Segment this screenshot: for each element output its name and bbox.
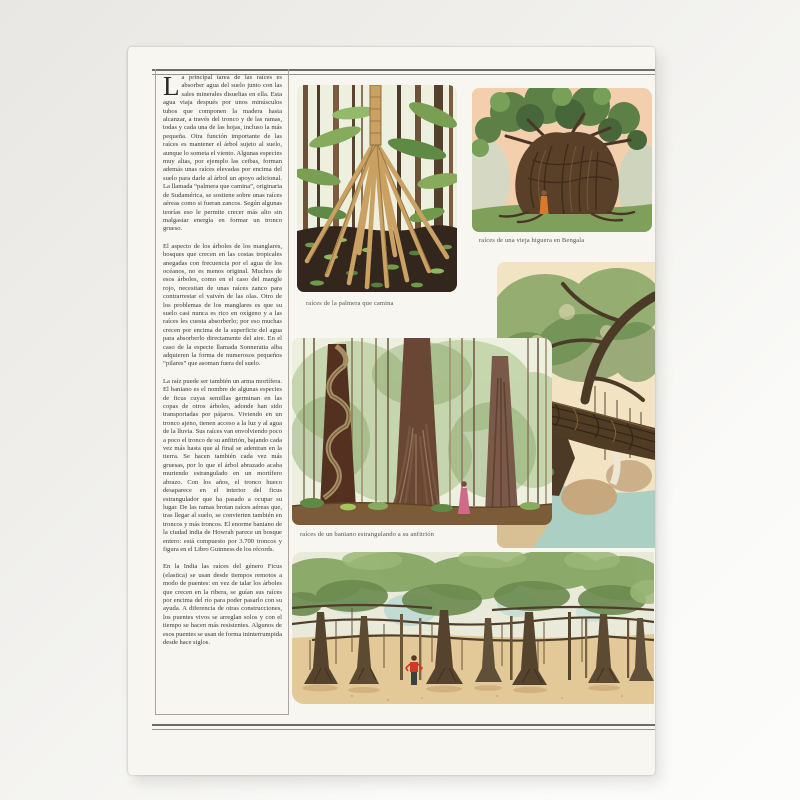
paragraph-1-text: a principal tarea de las raíces es absorber agua del suelo junto con las sales minerales disueltas en ella. Esta agua viaja después por unos minúsculos tubos que componen la madera hasta alcanzar, a través del tronco y de las ramas, todas y cada una de las hojas, incluso la más pequeña. Otra función importante de las raíces es mantener el árbol sujeto al suelo, aunque lo someta el viento. Algunas especies muy altas, por ejemplo las ceibas, forman además unas raíces elevadas por encima del suelo para darle al árbol un apoyo adicional. La llamada “palmera que camina”, originaria de Sudamérica, se sostiene sobre unas raíces aéreas como si fueran zancos. Según algunas teorías eso le permite crecer más alto sin malgastar energía en formar un tronco grueso. xyxy=(163,74,282,233)
bengal-fig-illustration xyxy=(472,88,652,232)
paragraph-mangroves: El aspecto de los árboles de los manglares, bosques que crecen en las costas tropicales anegadas con frecuencia por el agua de los océanos, no es menos original. Muchos de esos árboles, como en el caso del mangle rojo, necesitan de unas raíces zanco para contrarrestar el vaivén de las olas. Otro de los problemas de los manglares es que su suelo casi nunca es rico en oxígeno y a las raíces les cuesta absorberlo; por eso muchas crecen por encima de la superficie del agua para absorberlo directamente del aire. En el caso de la especie llamada Sonneratia alba adquieren la forma de numerosos pequeños “pilares” que asoman fuera del suelo. xyxy=(163,242,282,368)
figure-banyan-grove xyxy=(292,552,654,704)
text-column xyxy=(155,69,289,715)
dropcap-letter: L xyxy=(163,71,180,101)
caption-strangler-fig: raíces de un baniano estrangulando a su anfitrión xyxy=(300,531,434,538)
bottom-frame-rule xyxy=(152,724,655,730)
paragraph-strangler-fig: La raíz puede ser también un arma mortífera. El baniano es el nombre de algunas especies de ficus cuyas semillas germinan en las copas de otros árboles, adonde han sido transportadas por pájaros. Viviendo en un tronco ajeno, tienen acceso a la luz y al agua de la lluvia. Sus raíces van envolviendo poco a poco el tronco de su anfitrión, bajando cada vez más hasta que al final se adentran en la tierra. Se hacen también cada vez más gruesas, por lo que el árbol abrazado acaba muriendo estrangulado en un mortífero abrazo. Con los años, el tronco hueco desaparece en el interior del ficus estrangulador que ha pasado a ocupar su lugar. De las ramas brotan raíces aéreas que, tras llegar al suelo, se convierten también en troncos y más troncos. El enorme baniano de la ciudad india de Howrah parece un bosque entero: está compuesto por 3.700 troncos y figura en el Libro Guinness de los récords. xyxy=(163,377,282,553)
boulder-large xyxy=(561,479,617,515)
paragraph-roots-intro xyxy=(163,71,282,234)
caption-bengal-fig: raíces de una vieja higuera en Bengala xyxy=(479,237,585,244)
banyan-grove-illustration xyxy=(292,552,654,704)
book-page xyxy=(128,47,655,775)
figure-strangler-fig xyxy=(292,338,552,525)
paragraph-root-bridges: En la India las raíces del género Ficus (elastica) se usan desde tiempos remotos a modo de puentes: en vez de talar los árboles que crecen en la ribera, se guían sus raíces por encima del río para poder pasarlo con su ayuda. A diferencia de otras construcciones, los puentes vivos se arreglan solos y con el tiempo se hacen más resistentes. Algunos de esos puentes se usan de forma ininterrumpida desde hace siglos. xyxy=(163,563,282,646)
walking-palm-illustration xyxy=(297,85,457,292)
figure-bengal-fig xyxy=(472,88,652,232)
caption-walking-palm: raíces de la palmera que camina xyxy=(306,300,394,307)
strangler-fig-illustration xyxy=(292,338,552,525)
figure-walking-palm xyxy=(297,85,457,292)
waterfall xyxy=(613,450,617,484)
palm-trunk xyxy=(370,85,381,145)
